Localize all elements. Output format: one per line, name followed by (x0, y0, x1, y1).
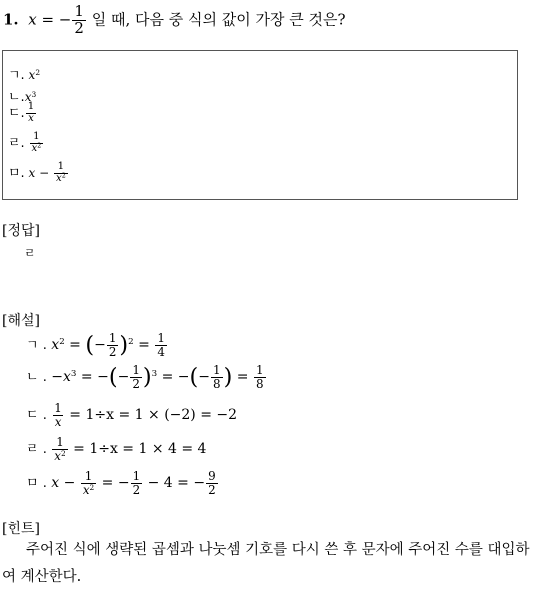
explanation-line-2-label: ㄴ . (26, 370, 47, 385)
explanation-line-4-frac (52, 436, 67, 462)
explanation-line-5-rnum: 9 (208, 469, 216, 483)
choice-4-num: 1 (33, 131, 40, 143)
choice-2-exp: 3 (31, 89, 37, 99)
choice-3-fraction (26, 102, 36, 124)
explanation-line-1-rden: 4 (157, 344, 165, 359)
choice-3 (8, 102, 37, 125)
explanation-line-5-eq1: = − (97, 475, 130, 491)
explanation-line-3-num: 1 (54, 401, 62, 415)
explanation-line-1-eq2: = (133, 337, 155, 353)
choice-1-exp: 2 (35, 67, 41, 77)
hint-text: 주어진 식에 생략된 곱셈과 나눗셈 기호를 다시 쓴 후 문자에 주어진 수를 대입하여 계산한다. (2, 542, 530, 585)
choice-4-fraction (30, 132, 44, 154)
choice-5-den-base: x (56, 173, 62, 184)
explanation-line-2-outexp: 3 (151, 369, 158, 380)
question-text: 일 때, 다음 중 식의 값이 가장 큰 것은? (86, 10, 346, 29)
choice-4-den-exp: 2 (37, 142, 42, 150)
choice-4-label: ㄹ. (8, 136, 25, 151)
explanation-line-1-lparen: ( (85, 331, 95, 358)
question-fraction-num: 1 (74, 2, 84, 20)
explanation-line-5-label: ㅁ . (26, 476, 47, 491)
explanation-line-2-rden: 8 (256, 376, 264, 391)
explanation-line-3-den: x (54, 414, 62, 429)
choice-3-label: ㄷ. (8, 106, 25, 121)
explanation-line-5-lhs: x − (51, 475, 80, 491)
choice-2-label: ㄴ. (8, 90, 25, 105)
explanation-line-3-frac (52, 402, 64, 428)
explanation-line-1-label: ㄱ . (26, 338, 47, 353)
explanation-line-1-num: 1 (108, 331, 117, 345)
explanation-line-2-num: 1 (132, 363, 140, 377)
explanation-line-2-eq3: = (232, 369, 253, 385)
explanation-line-3-rest: = 1÷x = 1 × (−2) = −2 (64, 407, 238, 423)
explanation-line-5-rden: 2 (208, 482, 216, 497)
explanation-line-2-lparen-2: ( (189, 363, 199, 390)
question-variable: x (28, 10, 37, 29)
explanation-line-5-den (81, 483, 96, 497)
explanation-line-2: ㄴ . $-x^3$ = −(− $\frac{1}{2}$ )$^3$ = −(− $\frac{1}{8}$ ) = $\frac{1}{8}$ (26, 363, 264, 391)
explanation-line-1-eq1: = (64, 337, 86, 353)
question-fraction (72, 4, 86, 37)
explanation-line-3 (26, 402, 237, 428)
choice-3-den: x (28, 113, 34, 124)
explanation-line-2-lparen: ( (108, 363, 118, 390)
explanation-line-5-den-base: x (82, 482, 90, 497)
choice-1 (8, 64, 40, 83)
explanation-line-2-den: 2 (132, 376, 140, 391)
explanation-line-5-den-2: 2 (132, 482, 141, 497)
explanation-line-2-exp: 3 (70, 369, 77, 380)
choice-1-base: x (28, 68, 36, 82)
hint-header: [힌트] (2, 521, 40, 537)
explanation-line-3-label: ㄷ . (26, 408, 47, 423)
explanation-line-4-rest: = 1÷x = 1 × 4 = 4 (68, 441, 207, 457)
explanation-line-2-rparen-2: ) (223, 363, 233, 390)
explanation-line-2-frac-2 (211, 364, 223, 390)
explanation-line-4-num: 1 (56, 435, 64, 449)
answer-value: ㄹ (24, 246, 36, 260)
choice-4 (8, 132, 44, 155)
explanation-line-2-num-2: 1 (213, 363, 221, 377)
explanation-line-5-num-2: 1 (132, 469, 141, 483)
choice-4-den (30, 143, 44, 155)
explanation-line-5-result (206, 470, 218, 496)
choices-box (2, 50, 518, 200)
choice-5 (8, 162, 69, 185)
explanation-line-1-rnum: 1 (157, 331, 165, 345)
explanation-line-2-eq1: = − (76, 369, 109, 385)
question-equals: = − (36, 10, 72, 29)
explanation-line-5-den-exp: 2 (89, 482, 95, 492)
explanation-line-1-rparen: ) (119, 331, 129, 358)
explanation-line-2-frac (130, 364, 142, 390)
explanation-line-5-num: 1 (84, 469, 93, 483)
question-line (3, 4, 346, 37)
explanation-line-4-den-exp: 2 (61, 448, 66, 458)
choice-3-num: 1 (27, 101, 35, 113)
explanation-line-2-eq2: = − (157, 369, 190, 385)
choice-4-den-base: x (31, 143, 38, 154)
explanation-line-2-result (254, 364, 266, 390)
explanation-line-1-exp: 2 (59, 337, 65, 348)
choice-5-label: ㅁ. (8, 166, 25, 181)
choice-5-den-exp: 2 (61, 172, 66, 180)
explanation-line-4-label: ㄹ . (26, 442, 47, 457)
explanation-line-4-den (52, 449, 67, 463)
explanation-line-5 (26, 470, 219, 496)
explanation-line-1-outexp: 2 (128, 337, 134, 348)
explanation-line-1-frac (107, 332, 119, 358)
answer-header: [정답] (2, 223, 40, 239)
explanation-line-1: ㄱ . $x^2$ = (− $\frac{1}{2}$ )$^2$ = $\frac{1}{4}$ (26, 331, 165, 359)
question-number: 1. (3, 10, 19, 29)
choice-1-label: ㄱ. (8, 68, 25, 83)
explanation-line-2-den-2: 8 (213, 376, 221, 391)
question-fraction-den: 2 (74, 18, 84, 37)
explanation-line-2-rparen: ) (142, 363, 152, 390)
explanation-line-2-lhs: −x (51, 369, 71, 385)
explanation-line-1-lhs: x (51, 337, 60, 353)
explanation-line-4 (26, 436, 206, 462)
choice-5-lhs: x − (28, 166, 50, 180)
choice-5-fraction (54, 162, 68, 184)
choice-5-num: 1 (57, 161, 65, 173)
choice-2-base: x (24, 90, 32, 104)
choice-5-den (54, 173, 68, 185)
explanation-line-5-frac-2 (131, 470, 143, 496)
explanation-line-1-den: 2 (108, 344, 117, 359)
explanation-line-5-frac (81, 470, 96, 496)
explanation-header: [해설] (2, 313, 40, 329)
explanation-line-1-result (155, 332, 167, 358)
explanation-line-2-rnum: 1 (256, 363, 264, 377)
explanation-line-4-den-base: x (54, 448, 61, 463)
explanation-line-5-mid: − 4 = − (143, 475, 206, 491)
